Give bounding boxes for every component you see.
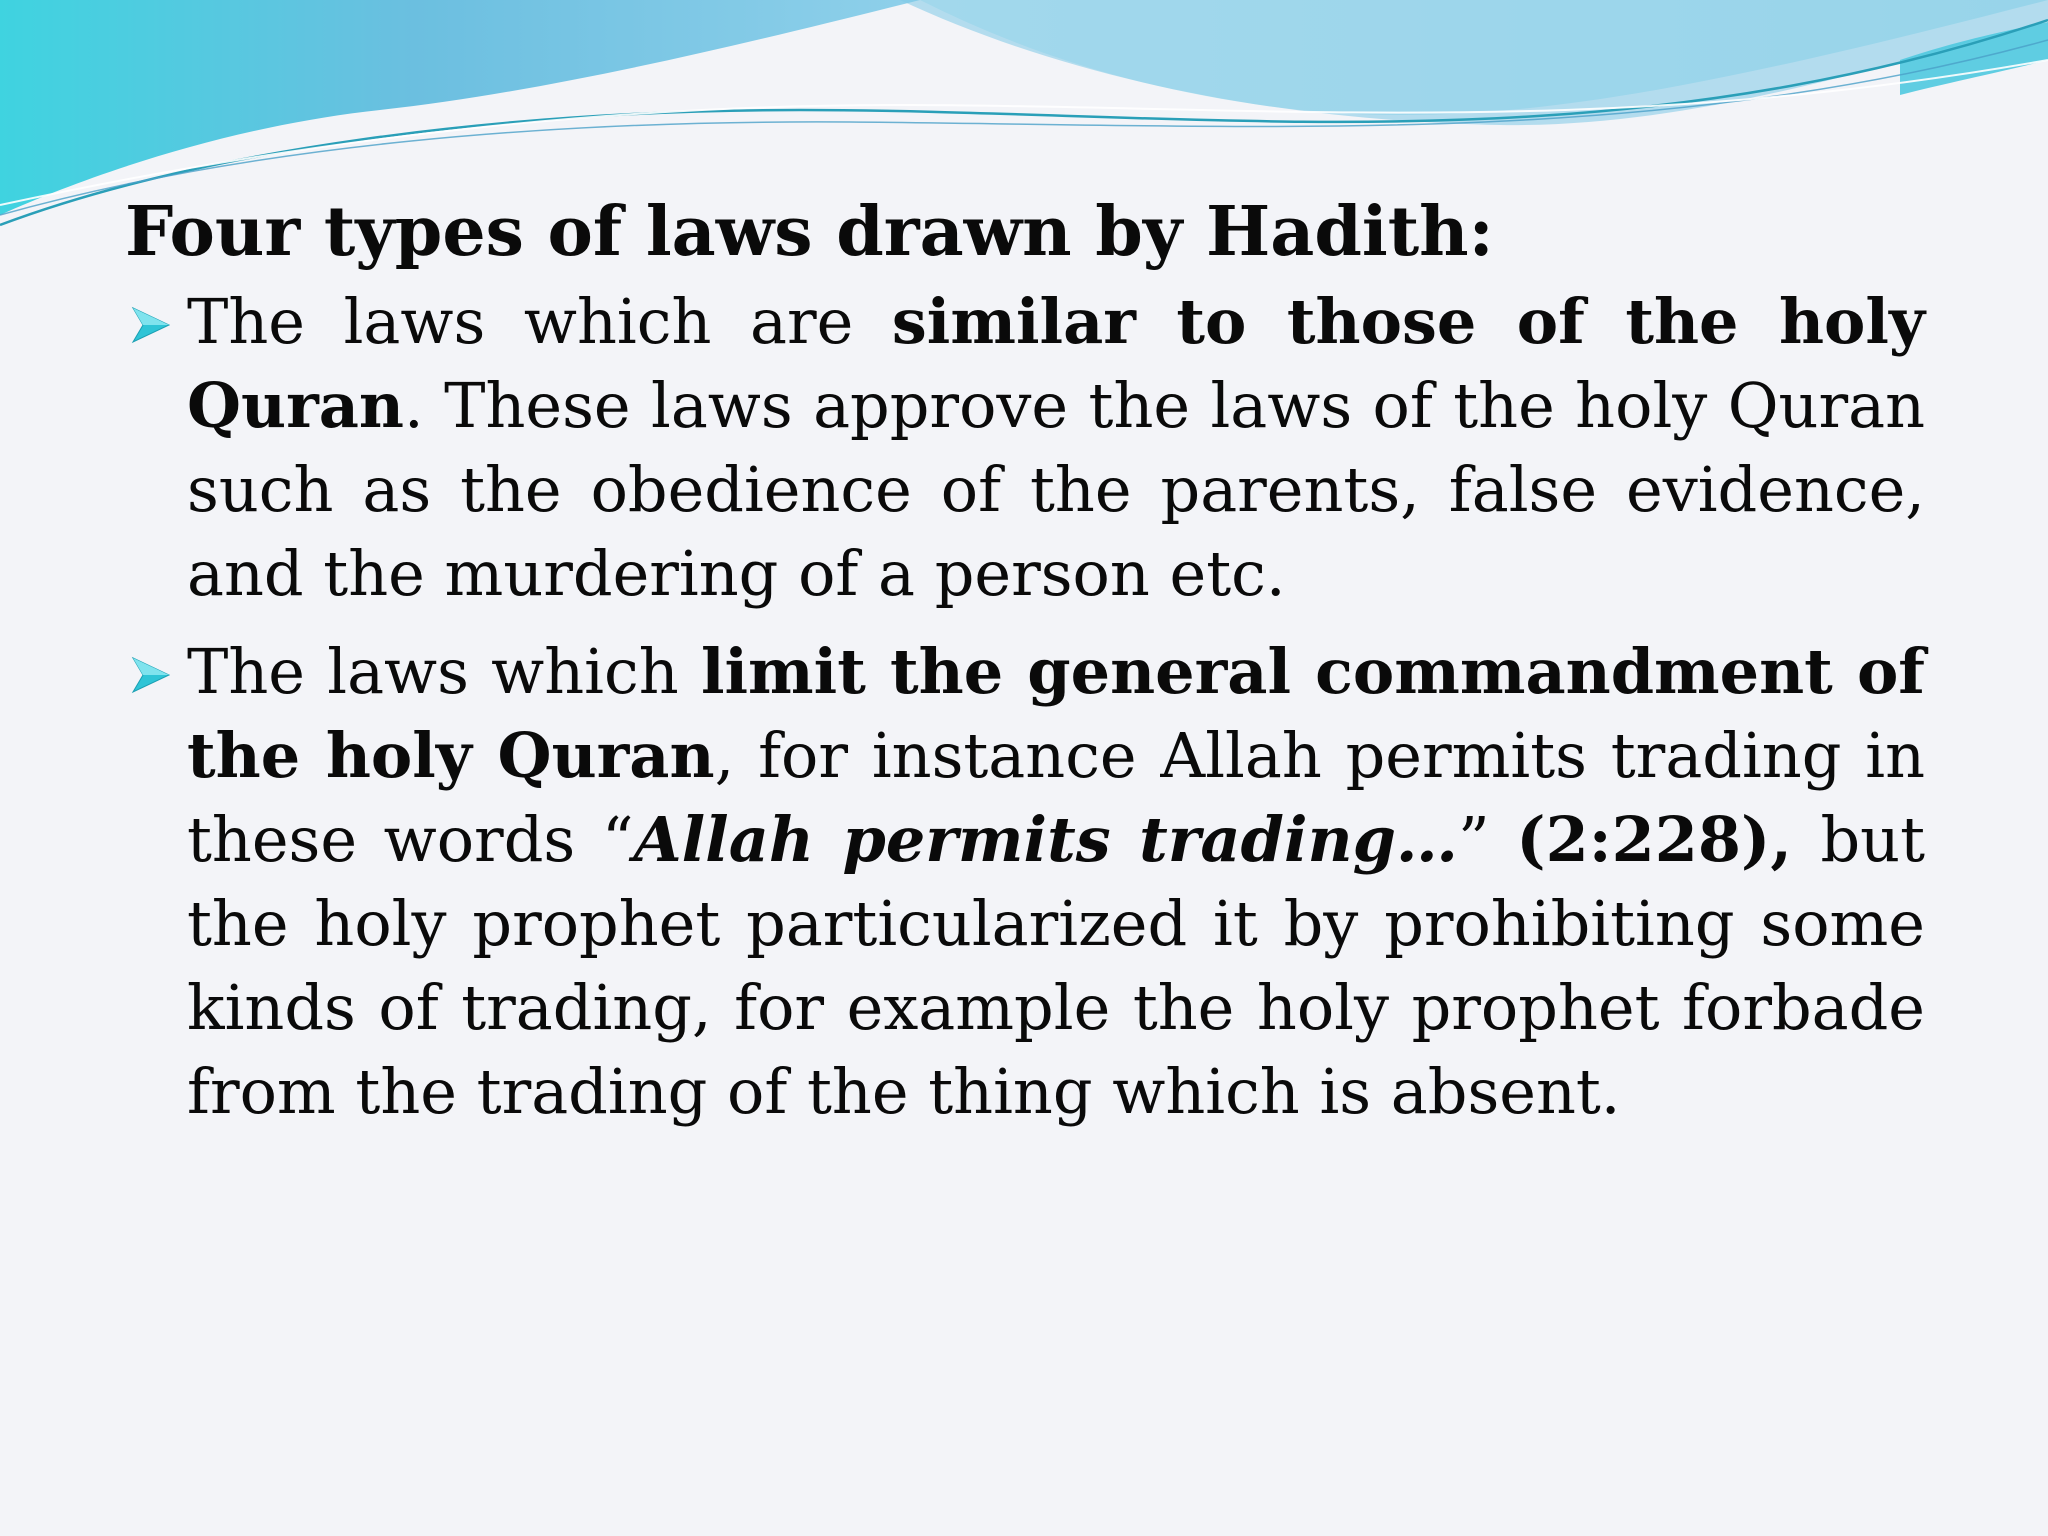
arrow-bullet-icon [129,304,175,346]
bullet-item-2 [125,630,1925,1134]
bullet-2-emphasis: limit the general commandment of the holy Quran [187,635,1925,792]
bullet-1-text-start: The laws which are [187,285,892,358]
bullet-1-text-rest: . These laws approve the laws of the holy Quran such as the obedience of the parents, false evidence, and the murdering of a person etc. [187,369,1925,610]
bullet-2-quote-close: ” [1457,803,1517,876]
bullet-2-reference: (2:228) [1516,803,1771,876]
bullet-2-text-mid: , for instance Allah permits trading in these words “ [187,719,1925,876]
bullet-2-comma: , [1770,803,1821,876]
slide-title: Four types of laws drawn by Hadith: [125,192,1494,272]
arrow-bullet-icon [129,654,175,696]
bullet-item-1 [125,280,1925,616]
slide-content [125,188,1925,1148]
bullet-2-text-start: The laws which [187,635,701,708]
bullet-1-emphasis: similar to those of the holy Quran [187,285,1925,442]
bullet-2-quote: Allah permits trading… [633,803,1458,876]
bullet-2-text-rest: but the holy prophet particularized it by prohibiting some kinds of trading, for example the holy prophet forbade from the trading of the thing which is absent. [187,803,1925,1128]
